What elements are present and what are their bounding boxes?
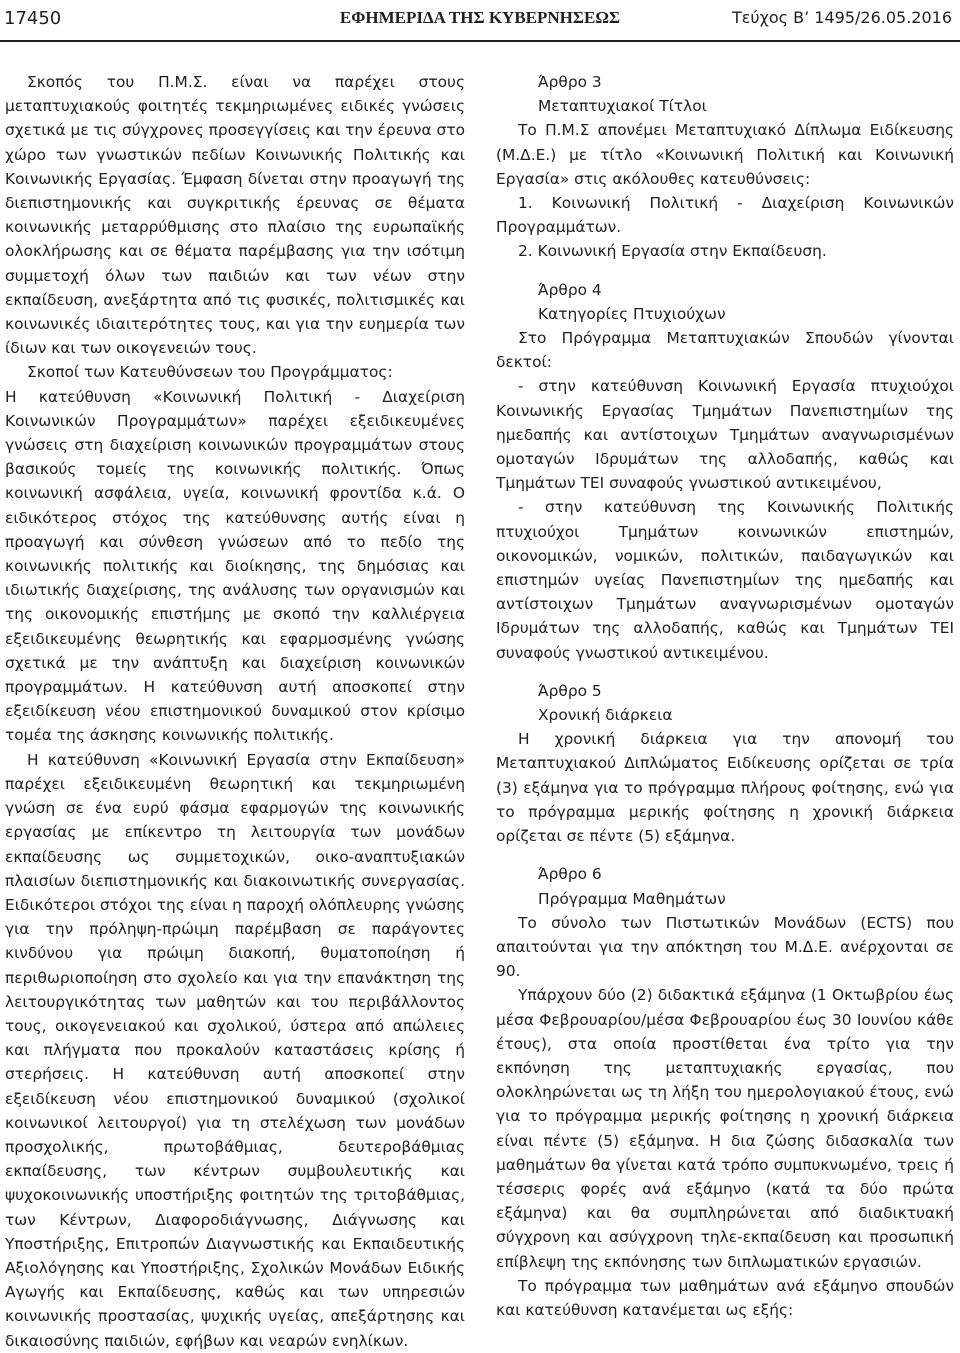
paragraph: Το πρόγραμμα των μαθημάτων ανά εξάμηνο σπουδών και κατεύθυνση κατανέμεται ως εξής: — [496, 1276, 954, 1319]
paragraph: - στην κατεύθυνση Κοινωνική Εργασία πτυχιούχοι Κοινωνικής Εργασίας Τμημάτων Πανεπιστημίων της ημεδαπής και αντίστοιχων Τμημάτων αναγνωρισμένων ομοταγών Ιδρυμάτων της αλλοδαπής, καθώς και Τμημάτων ΤΕΙ συναφούς γνωστικού αντικειμένου, — [496, 377, 954, 493]
paragraph: Στο Πρόγραμμα Μεταπτυχιακών Σπουδών γίνονται δεκτοί: — [496, 329, 954, 372]
paragraph: Σκοποί των Κατευθύνσεων του Προγράμματος: — [27, 363, 393, 382]
spacer — [496, 264, 954, 278]
paragraph: Το σύνολο των Πιστωτικών Μονάδων (ECTS) που απαιτούνται για την απόκτηση του Μ.Δ.Ε. ανέρχονται σε 90. — [496, 913, 954, 981]
paragraph: Η χρονική διάρκεια για την απονομή του Μεταπτυχιακού Διπλώματος Ειδίκευσης ορίζεται σε τρία (3) εξάμηνα για το πρόγραμμα πλήρους φοίτησης, ενώ για το πρόγραμμα μερικής φοίτησης η χρονική διάρκεια ορίζεται σε πέντε (5) εξάμηνα. — [496, 730, 954, 846]
header-rule — [0, 40, 960, 42]
article-title: Πρόγραμμα Μαθημάτων — [538, 889, 726, 908]
paragraph: Η κατεύθυνση «Κοινωνική Εργασία στην Εκπαίδευση» παρέχει εξειδικευμένη θεωρητική και τεκμηριωμένη γνώση σε ένα ευρύ φάσμα εφαρμογών της κοινωνικής εργασίας με επίκεντρο τη λειτουργία των μονάδων εκπαίδευσης ως συμμετοχικών, οικο-αναπτυξιακών πλαισίων διεπιστημονικής και διακοινωτικής συνεργασίας. Ειδικότεροι στόχοι της είναι η παροχή ολόπλευρης γνώσης για την πρόληψη-πρώιμη παρέμβαση σε παράγοντες κινδύνου για πρώιμη διακοπή, θυματοποίηση ή περιθωριοποίηση στο σχολείο και για την επανάκτηση της λειτουργικότητας των μαθητών και του περιβάλλοντος τους, οικογενειακού και σχολικού, ύστερα από απώλειες και πλήγματα που προκαλούν καταστάσεις κρίσης ή στερήσεις. Η κατεύθυνση αυτή αποσκοπεί στην εξειδίκευση νέου επιστημονικού δυναμικού (σχολικοί κοινωνικοί λειτουργοί) για τη στελέχωση των μονάδων προσχολικής, πρωτοβάθμιας, δευτεροβάθμιας εκπαίδευσης, των κέντρων συμβουλευτικής και ψυχοκοινωνικής υποστήριξης φοιτητών της τριτοβάθμιας, των Κέντρων, Διαφοροδιάγνωσης, Διάγνωσης και Υποστήριξης, Επιτροπών Διαγνωστικής και Εκπαιδευτικής Αξιολόγησης και Υποστήριξης, Σχολικών Μονάδων Ειδικής Αγωγής και Εκπαίδευσης, καθώς και των υπηρεσιών κοινωνικής προστασίας, ψυχικής υγείας, απεξάρτησης και δικαιοσύνης παιδιών, εφήβων και νεαρών ενηλίκων. — [5, 750, 465, 1350]
paragraph: Το Π.Μ.Σ απονέμει Μεταπτυχιακό Δίπλωμα Ειδίκευσης (Μ.Δ.Ε.) με τίτλο «Κοινωνική Πολιτική και Κοινωνική Εργασία» στις ακόλουθες κατευθύνσεις: — [496, 121, 954, 188]
gazette-title: ΕΦΗΜΕΡΙΔΑ ΤΗΣ ΚΥΒΕΡΝΗΣΕΩΣ — [339, 8, 621, 27]
article-title: Χρονική διάρκεια — [538, 706, 673, 725]
article-title: Μεταπτυχιακοί Τίτλοι — [538, 97, 707, 116]
paragraph: 2. Κοινωνική Εργασία στην Εκπαίδευση. — [518, 242, 827, 261]
paragraph: Η κατεύθυνση «Κοινωνική Πολιτική - Διαχείριση Κοινωνικών Προγραμμάτων» παρέχει εξειδικευμένες γνώσεις στη διαχείριση κοινωνικών προγραμμάτων στους βασικούς τομείς της κοινωνικής πολιτικής. Όπως κοινωνική ασφάλεια, υγεία, κοινωνική φροντίδα κ.ά. Ο ειδικότερος στόχος της κατεύθυνσης αυτής είναι η προαγωγή και σύνθεση γνώσεων από το πεδίο της κοινωνικής πολιτικής και διοίκησης, της δημόσιας και ιδιωτικής διαχείρισης, της ανάλυσης των οργανισμών και της οικονομικής επιστήμης με σκοπό την καλλιέργεια εξειδικευμένης θεωρητικής και εφαρμοσμένης γνώσης σχετικά με την ανάπτυξη και διαχείριση κοινωνικών προγραμμάτων. Η κατεύθυνση αυτή αποσκοπεί στην εξειδίκευση νέου επιστημονικού δυναμικού στον κρίσιμο τομέα της άσκησης κοινωνικής πολιτικής. — [5, 387, 465, 745]
left-column — [5, 70, 465, 1353]
paragraph: - στην κατεύθυνση της Κοινωνικής Πολιτικής πτυχιούχοι Τμημάτων κοινωνικών επιστημών, οικονομικών, νομικών, πολιτικών, παιδαγωγικών και επιστημών υγείας Πανεπιστημίων της ημεδαπής και αντίστοιχων Τμημάτων αναγνωρισμένων ομοταγών Ιδρυμάτων της αλλοδαπής, καθώς και Τμημάτων ΤΕΙ συναφούς γνωστικού αντικειμένου. — [496, 498, 954, 662]
paragraph: 1. Κοινωνική Πολιτική - Διαχείριση Κοινωνικών Προγραμμάτων. — [496, 194, 954, 237]
page-header — [0, 0, 960, 36]
paragraph: Σκοπός του Π.Μ.Σ. είναι να παρέχει στους μεταπτυχιακούς φοιτητές τεκμηριωμένες ειδικές γνώσεις σχετικά με τις σύγχρονες προσεγγίσεις και την έρευνα στο χώρο των γνωστικών πεδίων Κοινωνικής Πολιτικής και Κοινωνικής Εργασίας. Έμφαση δίνεται στην προαγωγή της διεπιστημονικής και συγκριτικής έρευνας σε θέματα κοινωνικής μεταρρύθμισης στο πλαίσιο της ευρωπαϊκής ολοκλήρωσης και σε θέματα παρέμβασης για την ισότιμη συμμετοχή όλων των παιδιών και των νέων στην εκπαίδευση, ανεξάρτητα από τις φυσικές, πολιτισμικές και κοινωνικές ιδιαιτερότητες τους, και για την ευημερία των ίδιων και των οικογενειών τους. — [5, 73, 465, 358]
article-number: Άρθρο 3 — [538, 73, 602, 91]
spacer — [496, 848, 954, 862]
page-number: 17450 — [4, 8, 62, 29]
article-number: Άρθρο 4 — [538, 280, 602, 299]
paragraph: Υπάρχουν δύο (2) διδακτικά εξάμηνα (1 Οκτωβρίου έως μέσα Φεβρουαρίου/μέσα Φεβρουαρίου έως 30 Ιουνίου κάθε έτους), στα οποία προστίθεται ένα τρίτο για την εκπόνηση της μεταπτυχιακής εργασίας, που ολοκληρώνεται ως τη λήξη του ημερολογιακού έτους, ενώ για το πρόγραμμα μερικής φοίτησης η χρονική διάρκεια είναι πέντε (5) εξάμηνα. Η δια ζώσης διδασκαλία των μαθημάτων θα γίνεται κατά τρόπο συμπυκνωμένο, τρεις ή τέσσερις φορές ανά εξάμηνο (κατά τα δύο πρώτα εξάμηνα) και θα συμπληρώνεται από διαδικτυακή σύγχρονη και ασύγχρονη τηλε-εκπαίδευση και προσωπική επίβλεψη της εκπόνησης των διπλωματικών εργασιών. — [496, 986, 954, 1271]
spacer — [496, 665, 954, 679]
article-number: Άρθρο 5 — [538, 681, 602, 700]
article-title: Κατηγορίες Πτυχιούχων — [538, 304, 726, 323]
issue-info: Τεύχος Β’ 1495/26.05.2016 — [731, 8, 952, 27]
article-number: Άρθρο 6 — [538, 865, 602, 884]
right-column — [496, 70, 954, 1322]
